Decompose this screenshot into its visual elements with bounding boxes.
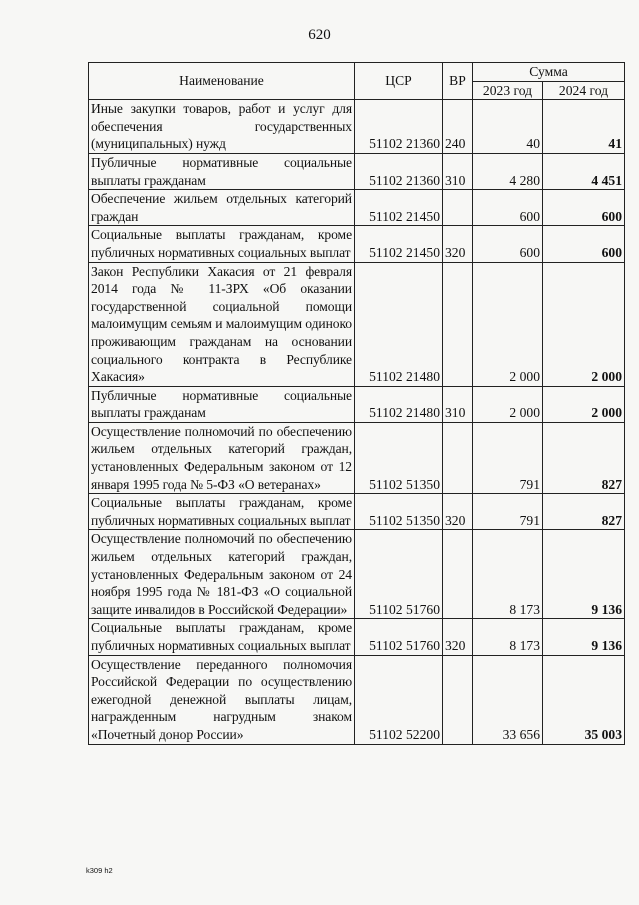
row-vr: 240 [443,100,473,154]
row-amount-2024: 600 [543,226,625,262]
row-csr: 51102 51350 [355,494,443,530]
row-name: Осуществление полномочий по обеспечению жильем отдельных категорий граждан, установленных Федеральным законом от 12 января 1995 года № 5-ФЗ «О ветеранах» [89,422,355,493]
table-row [89,153,625,189]
row-vr: 310 [443,153,473,189]
row-amount-2023: 4 280 [473,153,543,189]
row-amount-2023: 2 000 [473,386,543,422]
row-csr: 51102 51760 [355,530,443,619]
row-csr: 51102 21360 [355,100,443,154]
row-amount-2024: 41 [543,100,625,154]
footer-code: k309 h2 [86,866,113,875]
header-vr: ВР [443,63,473,100]
row-csr: 51102 21450 [355,190,443,226]
row-name: Публичные нормативные социальные выплаты гражданам [89,153,355,189]
row-name: Публичные нормативные социальные выплаты гражданам [89,386,355,422]
row-amount-2023: 8 173 [473,530,543,619]
row-vr: 310 [443,386,473,422]
header-name: Наименование [89,63,355,100]
row-csr: 51102 21360 [355,153,443,189]
header-csr: ЦСР [355,63,443,100]
row-amount-2023: 33 656 [473,655,543,744]
row-amount-2024: 9 136 [543,619,625,655]
table-row [89,262,625,386]
budget-table [88,62,625,745]
row-amount-2023: 600 [473,190,543,226]
row-amount-2024: 4 451 [543,153,625,189]
row-amount-2024: 35 003 [543,655,625,744]
row-csr: 51102 51760 [355,619,443,655]
row-csr: 51102 21450 [355,226,443,262]
table-row [89,655,625,744]
page-number: 620 [308,27,331,43]
row-amount-2024: 2 000 [543,386,625,422]
row-name: Обеспечение жильем отдельных категорий граждан [89,190,355,226]
row-name: Закон Республики Хакасия от 21 февраля 2014 года № 11-ЗРХ «Об оказании государственной социальной помощи малоимущим семьям и малоимущим одиноко проживающим гражданам на основании социального контракта в Республике Хакасия» [89,262,355,386]
header-sum: Сумма [473,63,625,82]
row-csr: 51102 21480 [355,386,443,422]
table-row [89,494,625,530]
row-vr: 320 [443,226,473,262]
row-amount-2023: 600 [473,226,543,262]
row-amount-2024: 2 000 [543,262,625,386]
row-amount-2024: 600 [543,190,625,226]
row-vr [443,262,473,386]
row-vr: 320 [443,619,473,655]
row-name: Социальные выплаты гражданам, кроме публичных нормативных социальных выплат [89,226,355,262]
row-amount-2023: 791 [473,494,543,530]
table-row [89,190,625,226]
table-row [89,386,625,422]
header-2024: 2024 год [543,81,625,100]
row-name: Социальные выплаты гражданам, кроме публичных нормативных социальных выплат [89,494,355,530]
row-vr [443,655,473,744]
row-amount-2024: 9 136 [543,530,625,619]
row-name: Иные закупки товаров, работ и услуг для обеспечения государственных (муниципальных) нужд [89,100,355,154]
header-2023: 2023 год [473,81,543,100]
row-amount-2024: 827 [543,422,625,493]
table-row [89,226,625,262]
row-name: Осуществление полномочий по обеспечению жильем отдельных категорий граждан, установленных Федеральным законом от 24 ноября 1995 года № 181-ФЗ «О социальной защите инвалидов в Российской Федерации» [89,530,355,619]
row-amount-2023: 791 [473,422,543,493]
row-vr: 320 [443,494,473,530]
row-name: Осуществление переданного полномочия Российской Федерации по осуществлению ежегодной денежной выплаты лицам, награжденным нагрудным знаком «Почетный донор России» [89,655,355,744]
header-row-1 [89,63,625,82]
row-csr: 51102 51350 [355,422,443,493]
row-amount-2023: 8 173 [473,619,543,655]
row-vr [443,422,473,493]
row-amount-2024: 827 [543,494,625,530]
row-csr: 51102 52200 [355,655,443,744]
row-csr: 51102 21480 [355,262,443,386]
row-vr [443,530,473,619]
table-row [89,100,625,154]
row-name: Социальные выплаты гражданам, кроме публичных нормативных социальных выплат [89,619,355,655]
table-row [89,530,625,619]
row-vr [443,190,473,226]
row-amount-2023: 40 [473,100,543,154]
row-amount-2023: 2 000 [473,262,543,386]
table-row [89,422,625,493]
table-row [89,619,625,655]
